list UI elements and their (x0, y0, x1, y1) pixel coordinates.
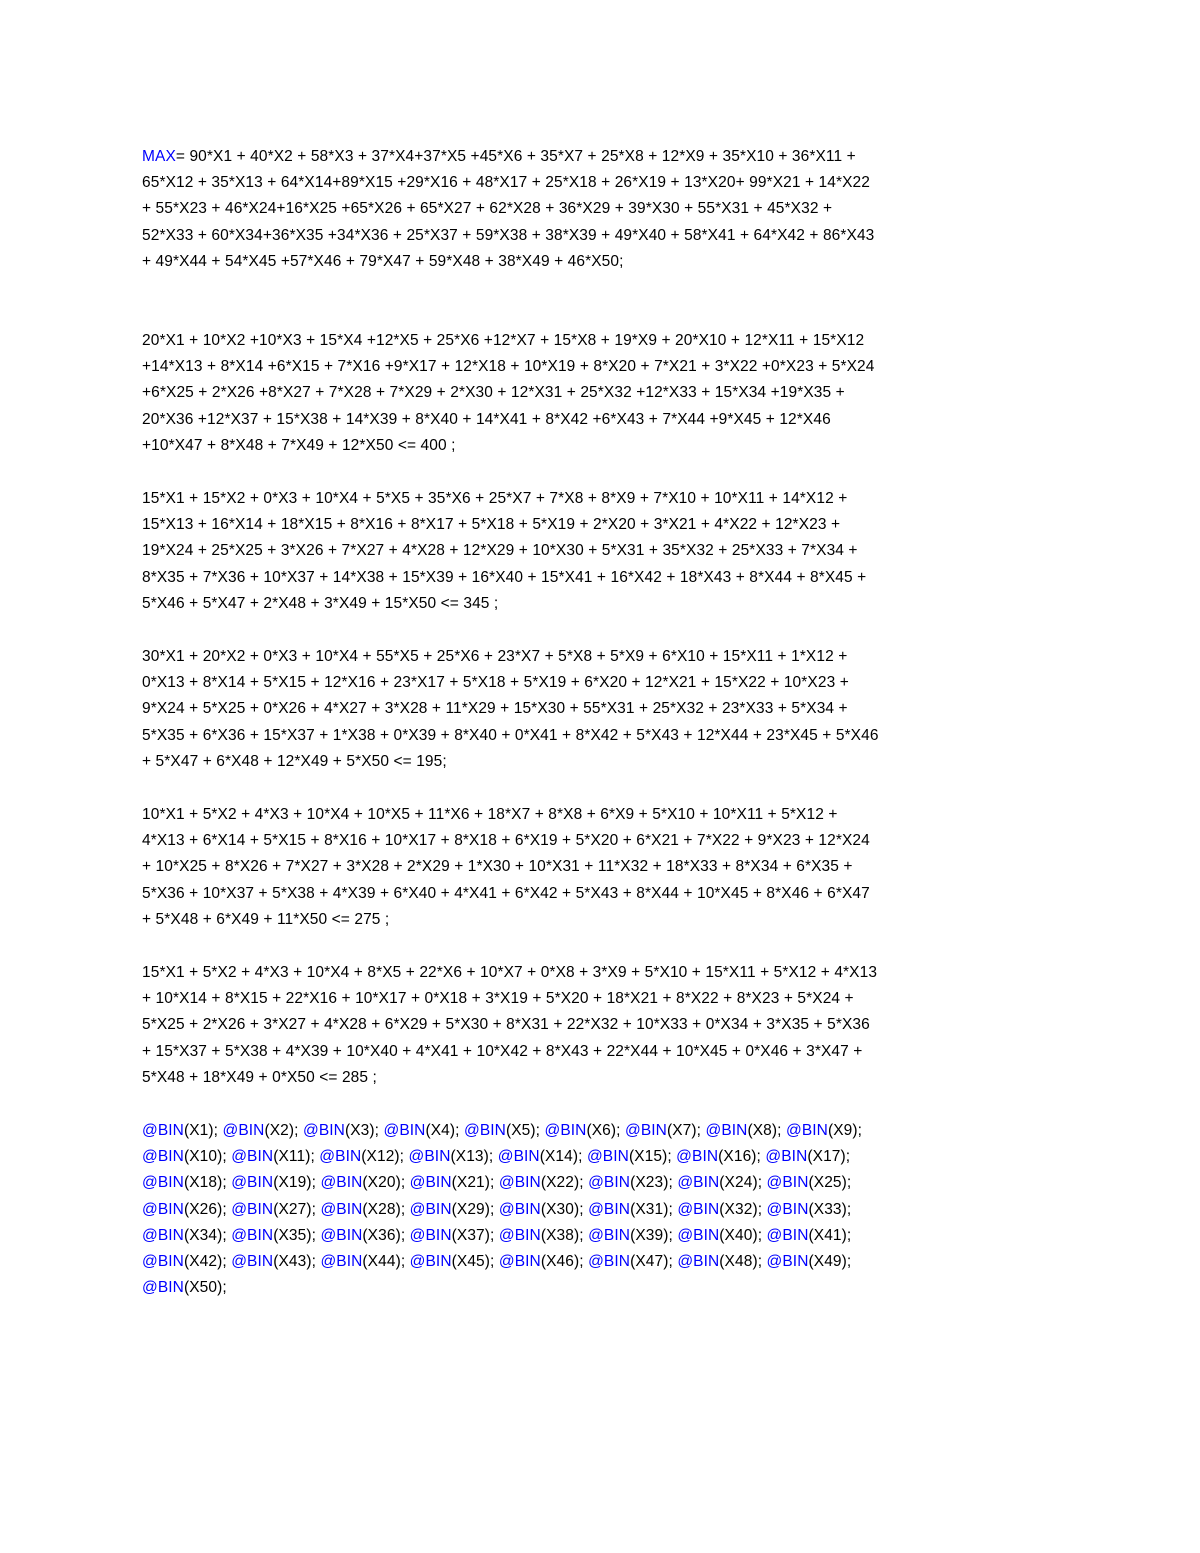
bin-keyword: @BIN (586, 1148, 629, 1166)
bin-argument: (X23); (630, 1174, 673, 1192)
bin-keyword: @BIN (588, 1174, 631, 1192)
constraint-line: +14*X13 + 8*X14 +6*X15 + 7*X16 +9*X17 + 12*X18 + 10*X19 + 8*X20 + 7*X21 + 3*X22 +0*X23 + 5*X24 (142, 358, 875, 376)
bin-keyword: @BIN (409, 1200, 452, 1218)
constraint-line: 15*X1 + 5*X2 + 4*X3 + 10*X4 + 8*X5 + 22*X6 + 10*X7 + 0*X8 + 3*X9 + 5*X10 + 15*X11 + 5*X12 + 4*X13 (142, 964, 878, 981)
bin-keyword: @BIN (231, 1200, 274, 1218)
bin-declaration (588, 1201, 673, 1218)
constraint-line: 20*X36 +12*X37 + 15*X38 + 14*X39 + 8*X40 + 14*X41 + 8*X42 +6*X43 + 7*X44 +9*X45 + 12*X46 (142, 410, 831, 428)
constraint-4 (142, 802, 1072, 933)
constraint-line: 19*X24 + 25*X25 + 3*X26 + 7*X27 + 4*X28 + 12*X29 + 10*X30 + 5*X31 + 35*X32 + 25*X33 + 7*X34 + (142, 542, 858, 560)
bin-argument: (X24); (719, 1174, 763, 1192)
bin-keyword: @BIN (498, 1174, 541, 1192)
bin-keyword: @BIN (383, 1122, 426, 1139)
binary-declarations (142, 1118, 1072, 1301)
bin-keyword: @BIN (320, 1252, 363, 1270)
bin-keyword: @BIN (498, 1226, 541, 1244)
bin-argument: (X35); (273, 1226, 317, 1244)
bin-declaration (588, 1253, 673, 1270)
bin-argument: (X28); (362, 1200, 406, 1218)
bin-argument: (X27); (273, 1200, 317, 1218)
bin-keyword: @BIN (231, 1148, 274, 1166)
bin-argument: (X49); (808, 1252, 852, 1270)
bin-declaration (464, 1122, 540, 1139)
bin-keyword: @BIN (588, 1252, 631, 1270)
bin-declaration (142, 1122, 218, 1139)
bin-declaration (677, 1201, 762, 1218)
bin-keyword: @BIN (676, 1148, 719, 1166)
objective-line: 52*X33 + 60*X34+36*X35 +34*X36 + 25*X37 + 59*X38 + 38*X39 + 49*X40 + 58*X41 + 64*X42 + 86*X43 (142, 226, 875, 244)
bin-argument: (X48); (719, 1252, 763, 1270)
constraint-line: 20*X1 + 10*X2 +10*X3 + 15*X4 +12*X5 + 25*X6 +12*X7 + 15*X8 + 19*X9 + 20*X10 + 12*X11 + 15*X12 (142, 332, 865, 349)
bin-keyword: @BIN (677, 1252, 720, 1270)
bin-keyword: @BIN (142, 1148, 184, 1166)
bin-declaration (142, 1201, 227, 1218)
bin-declaration (231, 1253, 316, 1270)
bin-declaration (320, 1227, 405, 1244)
bin-argument: (X19); (273, 1174, 317, 1192)
bin-declaration (142, 1174, 227, 1191)
bin-argument: (X9); (827, 1122, 863, 1139)
constraint-line: 5*X46 + 5*X47 + 2*X48 + 3*X49 + 15*X50 <= 345 ; (142, 594, 499, 612)
bin-declaration (498, 1148, 583, 1165)
bin-declaration (765, 1148, 850, 1165)
bin-line (142, 1170, 1072, 1196)
bin-keyword: @BIN (408, 1148, 451, 1166)
bin-argument: (X42); (183, 1252, 227, 1270)
bin-keyword: @BIN (766, 1226, 809, 1244)
constraint-line: + 5*X47 + 6*X48 + 12*X49 + 5*X50 <= 195; (142, 752, 447, 770)
constraint-line: 5*X36 + 10*X37 + 5*X38 + 4*X39 + 6*X40 + 4*X41 + 6*X42 + 5*X43 + 8*X44 + 10*X45 + 8*X46 + 6*X47 (142, 884, 870, 902)
bin-keyword: @BIN (766, 1252, 809, 1270)
bin-keyword: @BIN (320, 1226, 363, 1244)
bin-keyword: @BIN (677, 1174, 720, 1192)
bin-argument: (X39); (630, 1226, 673, 1244)
bin-argument: (X5); (505, 1122, 541, 1139)
objective-line (142, 144, 1072, 170)
bin-keyword: @BIN (319, 1148, 362, 1166)
bin-keyword: @BIN (625, 1122, 667, 1139)
bin-keyword: @BIN (142, 1226, 184, 1244)
bin-argument: (X37); (451, 1226, 495, 1244)
bin-argument: (X46); (540, 1252, 584, 1270)
bin-line (142, 1197, 1072, 1223)
bin-declaration (677, 1227, 762, 1244)
bin-declaration (231, 1174, 316, 1191)
constraint-line: +6*X25 + 2*X26 +8*X27 + 7*X28 + 7*X29 + 2*X30 + 12*X31 + 25*X32 +12*X33 + 15*X34 +19*X35 + (142, 384, 845, 402)
bin-declaration (409, 1148, 494, 1165)
bin-keyword: @BIN (231, 1252, 274, 1270)
bin-declaration (142, 1227, 227, 1244)
bin-argument: (X16); (718, 1148, 761, 1166)
bin-argument: (X41); (808, 1226, 852, 1244)
bin-declaration (676, 1148, 761, 1165)
bin-declaration (410, 1174, 495, 1191)
constraint-line: +10*X47 + 8*X48 + 7*X49 + 12*X50 <= 400 ; (142, 436, 456, 454)
bin-declaration (231, 1148, 315, 1165)
constraint-line: 8*X35 + 7*X36 + 10*X37 + 14*X38 + 15*X39 + 16*X40 + 15*X41 + 16*X42 + 18*X43 + 8*X44 + 8*X45 + (142, 568, 867, 586)
bin-keyword: @BIN (409, 1252, 452, 1270)
bin-declaration (320, 1174, 405, 1191)
bin-argument: (X11); (273, 1148, 315, 1166)
bin-argument: (X34); (183, 1226, 227, 1244)
constraint-1 (142, 328, 1072, 459)
bin-declaration (319, 1148, 404, 1165)
bin-declaration (499, 1253, 584, 1270)
objective-text: = 90*X1 + 40*X2 + 58*X3 + 37*X4+37*X5 +45*X6 + 35*X7 + 25*X8 + 12*X9 + 35*X10 + 36*X11 + (175, 148, 856, 165)
constraint-line: 5*X48 + 18*X49 + 0*X50 <= 285 ; (142, 1068, 377, 1086)
bin-keyword: @BIN (231, 1174, 274, 1192)
bin-keyword: @BIN (588, 1200, 631, 1218)
bin-keyword: @BIN (142, 1279, 184, 1297)
bin-argument: (X32); (719, 1200, 763, 1218)
bin-line (142, 1144, 1072, 1170)
bin-keyword: @BIN (409, 1226, 452, 1244)
bin-argument: (X22); (540, 1174, 584, 1192)
bin-declaration (706, 1122, 782, 1139)
constraint-2 (142, 486, 1072, 617)
bin-argument: (X3); (344, 1122, 380, 1139)
bin-line (142, 1118, 1072, 1144)
bin-keyword: @BIN (409, 1174, 452, 1192)
bin-argument: (X44); (362, 1252, 406, 1270)
bin-argument: (X30); (540, 1200, 584, 1218)
bin-keyword: @BIN (498, 1252, 541, 1270)
bin-keyword: @BIN (464, 1122, 506, 1139)
bin-declaration (499, 1201, 584, 1218)
constraint-5 (142, 960, 1072, 1091)
bin-declaration (767, 1201, 852, 1218)
bin-argument: (X36); (362, 1226, 406, 1244)
bin-keyword: @BIN (142, 1174, 184, 1192)
bin-line (142, 1275, 1072, 1301)
bin-argument: (X33); (808, 1200, 852, 1218)
bin-declaration (303, 1122, 379, 1139)
bin-argument: (X47); (630, 1252, 673, 1270)
bin-argument: (X2); (264, 1122, 299, 1139)
bin-keyword: @BIN (498, 1200, 541, 1218)
bin-argument: (X15); (628, 1148, 672, 1166)
bin-argument: (X25); (808, 1174, 852, 1192)
bin-argument: (X13); (450, 1148, 494, 1166)
bin-argument: (X8); (747, 1122, 782, 1139)
bin-argument: (X20); (362, 1174, 406, 1192)
objective-line: + 49*X44 + 54*X45 +57*X46 + 79*X47 + 59*X48 + 38*X49 + 46*X50; (142, 252, 624, 270)
bin-argument: (X26); (183, 1200, 227, 1218)
bin-declaration (499, 1174, 584, 1191)
bin-declaration (677, 1174, 762, 1191)
bin-declaration (767, 1174, 852, 1191)
constraint-line: 10*X1 + 5*X2 + 4*X3 + 10*X4 + 10*X5 + 11*X6 + 18*X7 + 8*X8 + 6*X9 + 5*X10 + 10*X11 + 5*X12 + (142, 806, 838, 823)
bin-declaration (410, 1201, 495, 1218)
bin-argument: (X6); (586, 1122, 621, 1139)
bin-argument: (X10); (183, 1148, 227, 1166)
bin-argument: (X12); (361, 1148, 405, 1166)
bin-argument: (X21); (451, 1174, 495, 1192)
bin-declaration (545, 1122, 621, 1139)
bin-keyword: @BIN (497, 1148, 540, 1166)
bin-argument: (X29); (451, 1200, 495, 1218)
max-keyword: MAX (142, 148, 176, 165)
bin-declaration (384, 1122, 460, 1139)
objective-line: + 55*X23 + 46*X24+16*X25 +65*X26 + 65*X27 + 62*X28 + 36*X29 + 39*X30 + 55*X31 + 45*X32 + (142, 200, 833, 218)
bin-declaration (231, 1201, 316, 1218)
bin-argument: (X31); (630, 1200, 673, 1218)
bin-argument: (X17); (807, 1148, 851, 1166)
constraint-line: 9*X24 + 5*X25 + 0*X26 + 4*X27 + 3*X28 + 11*X29 + 15*X30 + 55*X31 + 25*X32 + 23*X33 + 5*X34 + (142, 700, 848, 718)
constraint-line: + 10*X14 + 8*X15 + 22*X16 + 10*X17 + 0*X18 + 3*X19 + 5*X20 + 18*X21 + 8*X22 + 8*X23 + 5*X24 + (142, 990, 854, 1008)
bin-declaration (320, 1253, 405, 1270)
bin-declaration (410, 1253, 495, 1270)
bin-keyword: @BIN (142, 1122, 184, 1139)
bin-argument: (X7); (666, 1122, 702, 1139)
bin-declaration (223, 1122, 299, 1139)
bin-argument: (X50); (183, 1279, 227, 1297)
bin-argument: (X1); (183, 1122, 219, 1139)
bin-declaration (142, 1148, 227, 1165)
constraint-3 (142, 644, 1072, 775)
bin-argument: (X45); (451, 1252, 495, 1270)
constraint-line: + 15*X37 + 5*X38 + 4*X39 + 10*X40 + 4*X41 + 10*X42 + 8*X43 + 22*X44 + 10*X45 + 0*X46 + 3*X47 + (142, 1042, 863, 1060)
bin-declaration (588, 1227, 673, 1244)
bin-declaration (767, 1253, 852, 1270)
bin-declaration (410, 1227, 495, 1244)
bin-keyword: @BIN (142, 1200, 184, 1218)
bin-argument: (X43); (273, 1252, 317, 1270)
bin-declaration (320, 1201, 405, 1218)
bin-declaration (587, 1148, 672, 1165)
constraint-line: 5*X35 + 6*X36 + 15*X37 + 1*X38 + 0*X39 + 8*X40 + 0*X41 + 8*X42 + 5*X43 + 12*X44 + 23*X45 + 5*X46 (142, 726, 879, 744)
constraint-line: + 10*X25 + 8*X26 + 7*X27 + 3*X28 + 2*X29 + 1*X30 + 10*X31 + 11*X32 + 18*X33 + 8*X34 + 6*X35 + (142, 858, 853, 876)
objective-function (142, 144, 1072, 275)
bin-keyword: @BIN (786, 1122, 828, 1139)
bin-keyword: @BIN (320, 1174, 363, 1192)
bin-line (142, 1223, 1072, 1249)
bin-keyword: @BIN (303, 1122, 345, 1139)
constraint-line: 0*X13 + 8*X14 + 5*X15 + 12*X16 + 23*X17 + 5*X18 + 5*X19 + 6*X20 + 12*X21 + 15*X22 + 10*X23 + (142, 674, 849, 692)
constraint-line: + 5*X48 + 6*X49 + 11*X50 <= 275 ; (142, 910, 390, 928)
constraint-line: 30*X1 + 20*X2 + 0*X3 + 10*X4 + 55*X5 + 25*X6 + 23*X7 + 5*X8 + 5*X9 + 6*X10 + 15*X11 + 1*X12 + (142, 648, 848, 665)
bin-declaration (625, 1122, 701, 1139)
bin-argument: (X14); (539, 1148, 583, 1166)
bin-keyword: @BIN (766, 1174, 809, 1192)
bin-declaration (767, 1227, 852, 1244)
bin-keyword: @BIN (705, 1122, 748, 1139)
constraint-line: 4*X13 + 6*X14 + 5*X15 + 8*X16 + 10*X17 + 8*X18 + 6*X19 + 5*X20 + 6*X21 + 7*X22 + 9*X23 + 12*X24 (142, 832, 870, 850)
bin-keyword: @BIN (320, 1200, 363, 1218)
bin-argument: (X4); (425, 1122, 460, 1139)
bin-declaration (499, 1227, 584, 1244)
constraint-line: 15*X1 + 15*X2 + 0*X3 + 10*X4 + 5*X5 + 35*X6 + 25*X7 + 7*X8 + 8*X9 + 7*X10 + 10*X11 + 14*X12 + (142, 490, 848, 507)
bin-declaration (142, 1279, 227, 1296)
objective-line: 65*X12 + 35*X13 + 64*X14+89*X15 +29*X16 + 48*X17 + 25*X18 + 26*X19 + 13*X20+ 99*X21 + 14*X22 (142, 174, 870, 192)
bin-declaration (231, 1227, 316, 1244)
bin-keyword: @BIN (142, 1252, 184, 1270)
bin-declaration (786, 1122, 862, 1139)
bin-argument: (X18); (183, 1174, 227, 1192)
bin-keyword: @BIN (677, 1200, 720, 1218)
bin-declaration (142, 1253, 227, 1270)
bin-keyword: @BIN (588, 1226, 631, 1244)
bin-declaration (588, 1174, 673, 1191)
bin-argument: (X40); (719, 1226, 763, 1244)
bin-argument: (X38); (540, 1226, 584, 1244)
bin-declaration (677, 1253, 762, 1270)
bin-keyword: @BIN (231, 1226, 274, 1244)
constraint-line: 5*X25 + 2*X26 + 3*X27 + 4*X28 + 6*X29 + 5*X30 + 8*X31 + 22*X32 + 10*X33 + 0*X34 + 3*X35 + 5*X36 (142, 1016, 870, 1034)
bin-keyword: @BIN (544, 1122, 587, 1139)
bin-keyword: @BIN (677, 1226, 720, 1244)
bin-keyword: @BIN (222, 1122, 265, 1139)
bin-keyword: @BIN (766, 1200, 809, 1218)
bin-line (142, 1249, 1072, 1275)
bin-keyword: @BIN (765, 1148, 808, 1166)
constraint-line: 15*X13 + 16*X14 + 18*X15 + 8*X16 + 8*X17 + 5*X18 + 5*X19 + 2*X20 + 3*X21 + 4*X22 + 12*X23 + (142, 516, 841, 534)
